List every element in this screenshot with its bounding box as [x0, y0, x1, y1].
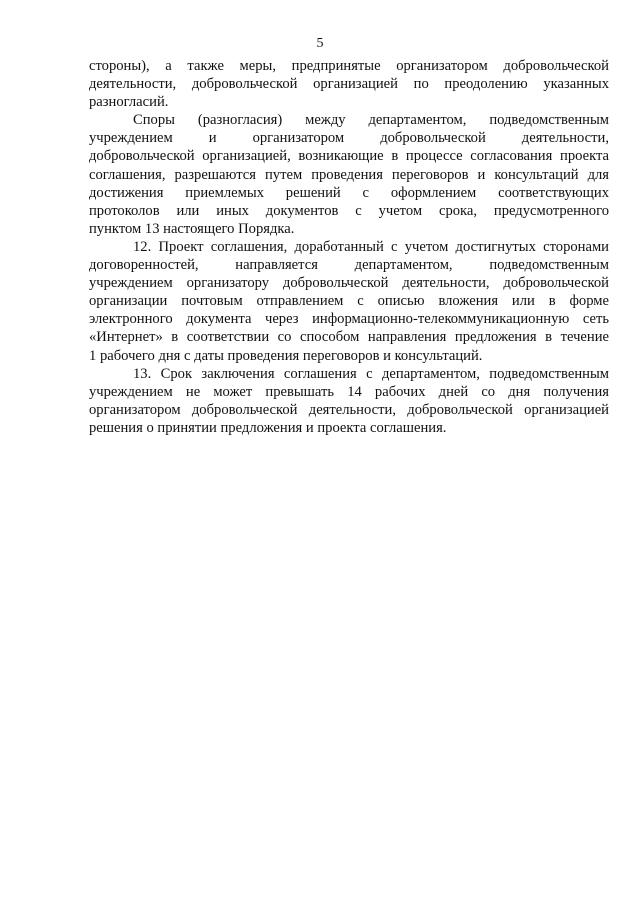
text-line: 13. Срок заключения соглашения с департаментом, подведомственным [133, 365, 609, 382]
text-line: учреждением организатору добровольческой деятельности, добровольческой [89, 275, 609, 292]
paragraph-disputes [89, 111, 609, 238]
paragraph-continuation [89, 57, 609, 111]
text-line: организатором добровольческой деятельности, добровольческой организацией [89, 401, 609, 418]
text-line: решения о принятии предложения и проекта соглашения. [89, 419, 447, 436]
text-line: договоренностей, направляется департаментом, подведомственным [89, 257, 609, 274]
text-line: Споры (разногласия) между департаментом, подведомственным [133, 112, 609, 129]
text-line: учреждением и организатором добровольческой деятельности, [89, 130, 609, 147]
text-line: протоколов или иных документов с учетом срока, предусмотренного [89, 202, 609, 219]
text-line: 1 рабочего дня с даты проведения переговоров и консультаций. [89, 347, 483, 364]
text-line: организации почтовым отправлением с описью вложения или в форме [89, 293, 609, 310]
page-number: 5 [316, 36, 324, 51]
text-line: «Интернет» в соответствии со способом направления предложения в течение [89, 329, 609, 346]
text-line: деятельности, добровольческой организацией по преодолению указанных [89, 76, 609, 93]
paragraph-13 [89, 365, 609, 437]
text-line: добровольческой организацией, возникающие в процессе согласования проекта [89, 148, 609, 165]
text-line: разногласий. [89, 94, 169, 111]
text-line: стороны), а также меры, предпринятые организатором добровольческой [89, 58, 609, 74]
text-line: учреждением не может превышать 14 рабочих дней со дня получения [89, 383, 609, 400]
text-line: достижения приемлемых решений с оформлением соответствующих [89, 184, 609, 201]
text-line: соглашения, разрешаются путем проведения переговоров и консультаций для [89, 166, 609, 183]
text-line: пунктом 13 настоящего Порядка. [89, 220, 295, 237]
document-body [89, 57, 609, 437]
text-line: электронного документа через информационно-телекоммуникационную сеть [89, 311, 609, 328]
text-line: 12. Проект соглашения, доработанный с учетом достигнутых сторонами [133, 238, 609, 255]
paragraph-12 [89, 238, 609, 365]
